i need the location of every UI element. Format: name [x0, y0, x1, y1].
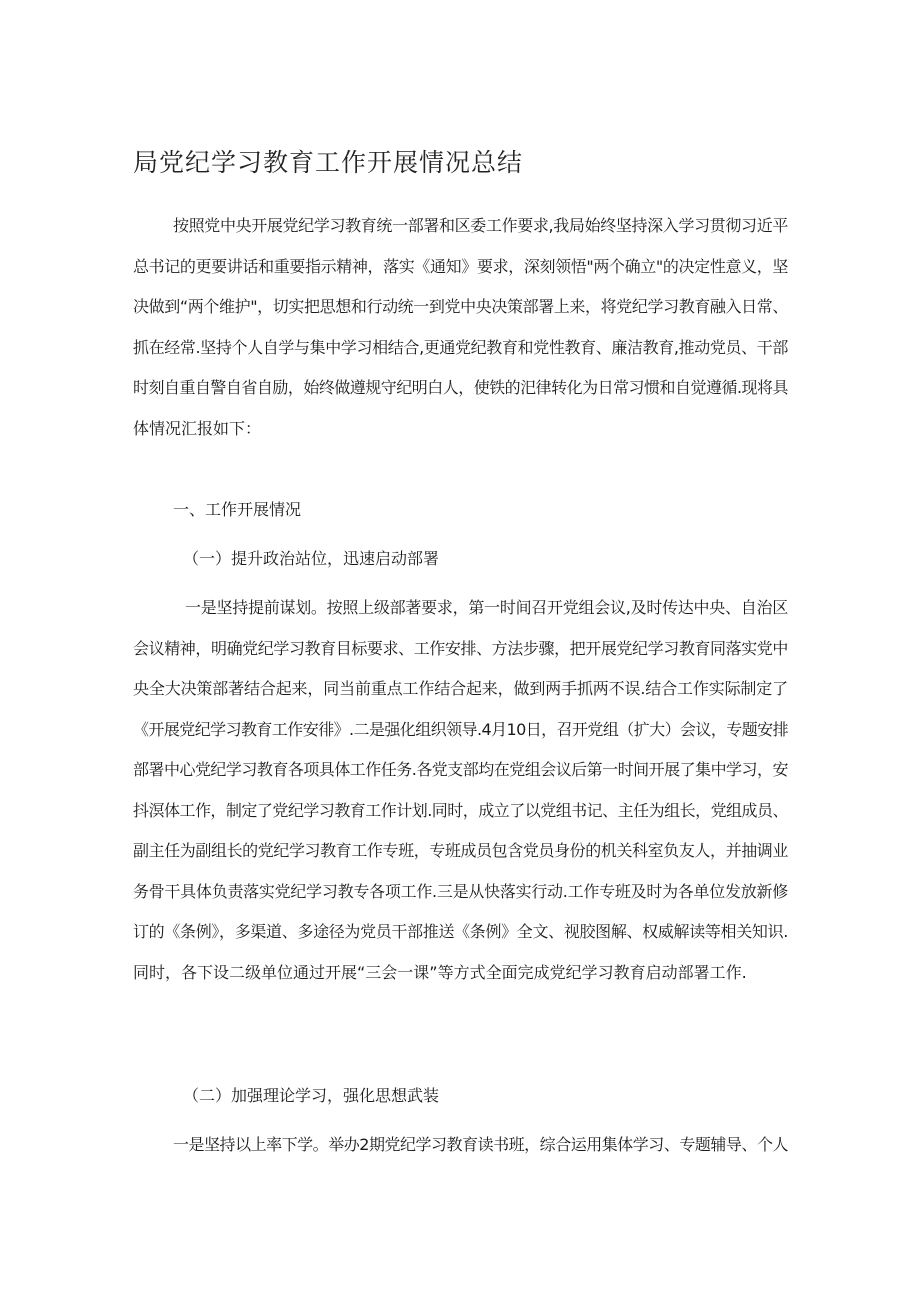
paragraph-line: 同时，各下设二级单位通过开展“三会一课”等方式全面完成党纪学习教育启动部署工作.	[133, 962, 747, 982]
paragraph-line: 央全大决策部著结合起来，同当前重点工作结合起来，做到两手抓两不误.结合工作实际制定了	[133, 679, 788, 698]
paragraph-line: 《开展党纪学习教育工作安徘》.二是强化组织领导.4月10日，召开党组（扩大）会议，专题安排	[133, 719, 788, 739]
subsection-heading: （二）加强理论学习，强化思想武装	[183, 1086, 440, 1105]
paragraph-line: 订的《条例》，多渠道、多途径为党员干部推送《条例》全文、视胶图解、权威解读等相关知识.	[133, 922, 788, 941]
paragraph-line: 会议精神，明确党纪学习教育目标要求、工作安排、方法步骤，把开展党纪学习教育同落实党中	[133, 638, 788, 658]
paragraph-line: 总书记的更要讲话和重要指示精神，落实《通知》要求，深刻领悟"两个确立"的决定性意义，坚	[133, 256, 788, 276]
paragraph-line: 一是坚持以上率下学。举办2期党纪学习教育读书班，综合运用集体学习、专题辅导、个人	[173, 1135, 788, 1154]
paragraph-line: 抖溟体工作，制定了党纪学习教育工作计划.同时，成立了以党组书记、主任为组长，党组成员、	[133, 800, 788, 820]
paragraph-line: 副主任为副组长的党纪学习教育工作专班，专班成员包含党员身份的机关科室负友人，并抽调业	[133, 841, 788, 860]
paragraph-line: 时刻自重自警自省自励，始终做遵规守纪明白人，使铁的汜律转化为日常习惯和自觉遵循.现将具	[133, 378, 788, 397]
section-heading: 一、工作开展情况	[173, 500, 302, 519]
paragraph-line: 决做到“两个维护"，切实把思想和行动统一到党中央决策部署上来，将党纪学习教育融入日常、	[133, 297, 788, 316]
paragraph-line: 体情况汇报如下：	[133, 418, 262, 438]
intro-paragraph	[133, 206, 788, 449]
paragraph-line: 抓在经常.坚持个人自学与集中学习相结合,更通党纪教育和党性教育、廉洁教育,推动党员、干部	[133, 337, 788, 357]
paragraph-line: 部署中心党纪学习教育各项具体工作任务.各党支部均在党组会议后第一时间开展了集中学习，安	[133, 760, 788, 779]
subsection-heading: （一）提升政治站位，迅速启动部署	[183, 549, 440, 568]
paragraph-line: 一是坚持提前谋划。按照上级部著要求，第一时间召开党组会议,及时传达中央、自治区	[185, 598, 788, 617]
subsection-paragraph	[133, 588, 788, 993]
paragraph-line: 按照党中央开展党纪学习教育统一部署和区委工作要求,我局始终坚持深入学习贯彻习近平	[173, 216, 788, 235]
document-title: 局党纪学习教育工作开展情况总结	[133, 148, 524, 177]
paragraph-line: 务骨干具体负责落实党纪学习教专各项工作.三是从快落实行动.工作专班及时为各单位发放新修	[133, 881, 788, 901]
subsection-paragraph	[133, 1125, 788, 1166]
